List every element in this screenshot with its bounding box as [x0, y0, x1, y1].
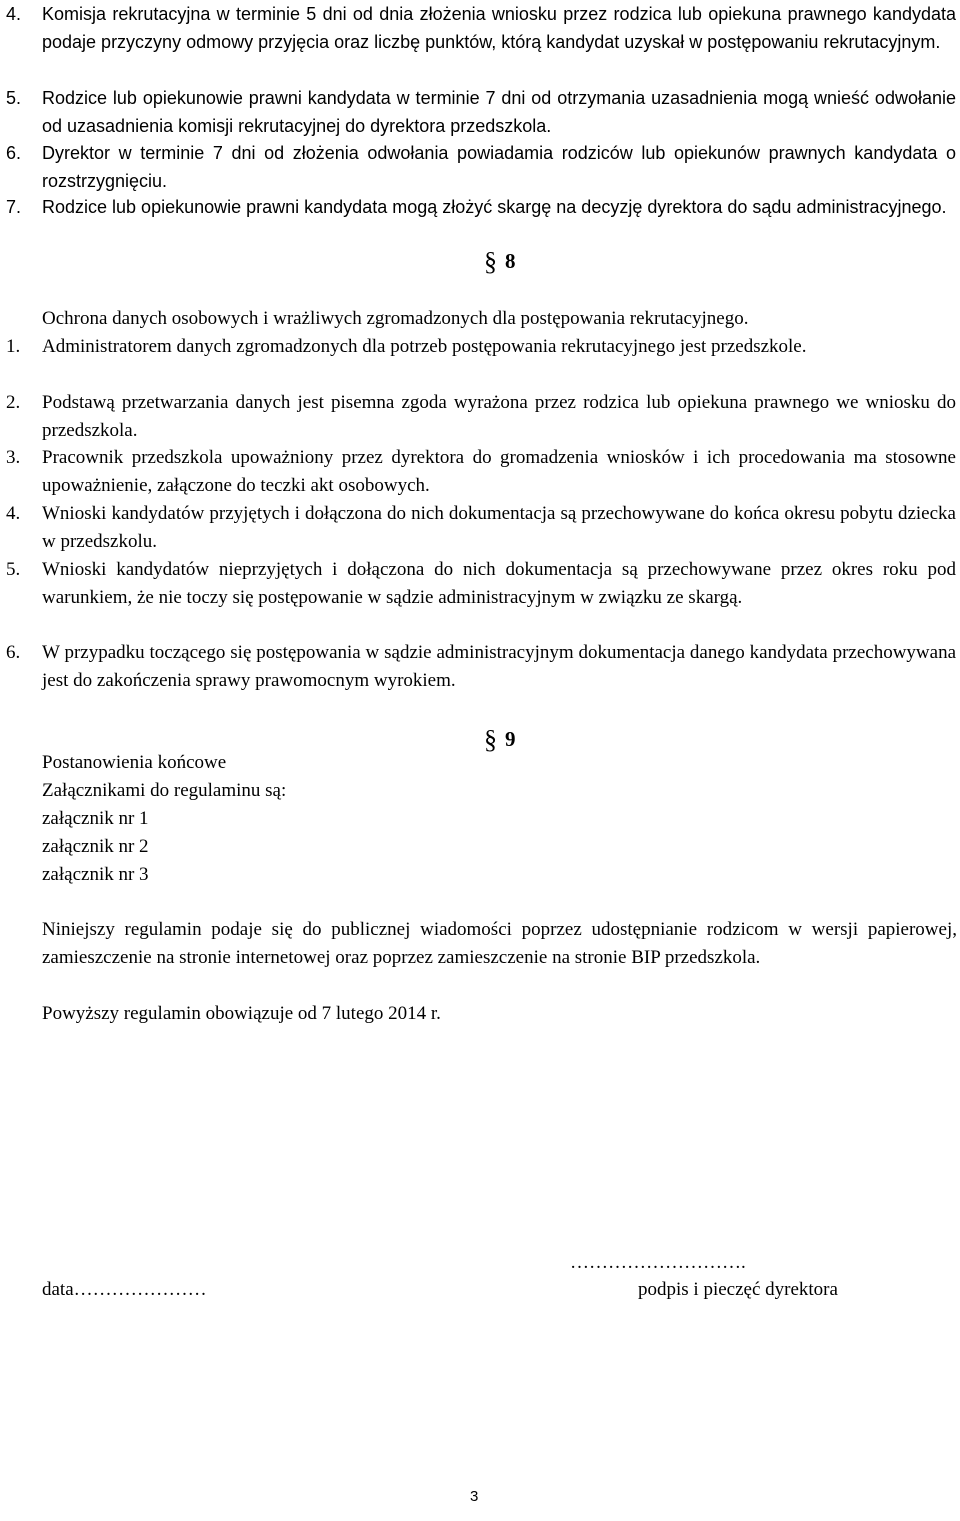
attachment-item: załącznik nr 1 — [42, 808, 149, 829]
item-text: Komisja rekrutacyjna w terminie 5 dni od dnia złożenia wniosku przez rodzica lub opiekuna prawnego kandydata podaje przyczyny odmowy przyjęcia oraz liczbę punktów, którą kandydat uzyskał w postępowaniu rekrutacyjnym. — [42, 4, 956, 52]
section-number: 8 — [505, 249, 516, 273]
item-number: 6. — [6, 143, 22, 163]
attachments-intro: Załącznikami do regulaminu są: — [42, 780, 287, 801]
section-9-title: Postanowienia końcowe — [42, 752, 227, 773]
item-text: Pracownik przedszkola upoważniony przez dyrektora do gromadzenia wniosków i ich procedowania ma stosowne upoważnienie, załączone do teczki akt osobowych. — [42, 447, 956, 496]
item-number: 1. — [6, 336, 21, 357]
effective-date: Powyższy regulamin obowiązuje od 7 lutego 2014 r. — [42, 1003, 441, 1024]
item-number: 4. — [6, 503, 21, 524]
attachment-item: załącznik nr 2 — [42, 836, 149, 857]
section-8-heading — [484, 247, 516, 277]
item-number: 3. — [6, 447, 21, 468]
section-number: 9 — [505, 727, 516, 751]
section-8-title: Ochrona danych osobowych i wrażliwych zgromadzonych dla postępowania rekrutacyjnego. — [42, 308, 749, 329]
item-number: 7. — [6, 197, 22, 217]
item-number: 4. — [6, 4, 22, 24]
item-text: Dyrektor w terminie 7 dni od złożenia odwołania powiadamia rodziców lub opiekunów prawnych kandydata o rozstrzygnięciu. — [42, 143, 956, 191]
item-number: 5. — [6, 88, 22, 108]
item-number: 6. — [6, 642, 21, 663]
item-text: Rodzice lub opiekunowie prawni kandydata mogą złożyć skargę na decyzję dyrektora do sądu administracyjnego. — [42, 197, 947, 217]
list-item — [6, 139, 956, 195]
list-item — [6, 193, 956, 221]
item-text: Rodzice lub opiekunowie prawni kandydata w terminie 7 dni od otrzymania uzasadnienia mogą wnieść odwołanie od uzasadnienia komisji rekrutacyjnej do dyrektora przedszkola. — [42, 88, 956, 136]
paragraph-symbol: § — [484, 725, 497, 754]
list-item — [6, 556, 956, 612]
list-item — [6, 389, 956, 445]
signature-dots: ………………………. — [570, 1252, 746, 1273]
date-field: data………………… — [42, 1279, 207, 1300]
page-number: 3 — [470, 1488, 479, 1505]
item-text: W przypadku toczącego się postępowania w sądzie administracyjnym dokumentacja danego kandydata przechowywana jest do zakończenia sprawy prawomocnym wyrokiem. — [42, 642, 956, 691]
paragraph-symbol: § — [484, 247, 497, 276]
item-number: 2. — [6, 392, 21, 413]
item-number: 5. — [6, 559, 21, 580]
list-item — [6, 639, 956, 695]
item-text: Wnioski kandydatów nieprzyjętych i dołączona do nich dokumentacja są przechowywane przez okres roku pod warunkiem, że nie toczy się postępowanie w sądzie administracyjnym w związku ze skargą. — [42, 559, 956, 608]
list-item — [6, 500, 956, 556]
item-text: Podstawą przetwarzania danych jest pisemna zgoda wyrażona przez rodzica lub opiekuna prawnego we wniosku do przedszkola. — [42, 392, 956, 441]
item-text: Administratorem danych zgromadzonych dla potrzeb postępowania rekrutacyjnego jest przedszkole. — [42, 336, 807, 357]
list-item — [6, 444, 956, 500]
signature-label: podpis i pieczęć dyrektora — [638, 1279, 838, 1300]
attachment-item: załącznik nr 3 — [42, 864, 149, 885]
list-item — [6, 333, 956, 361]
list-item — [6, 84, 956, 140]
publication-notice: Niniejszy regulamin podaje się do publicznej wiadomości poprzez udostępnianie rodzicom w wersji papierowej, zamieszczenie na stronie internetowej oraz poprzez zamieszczenie na stronie BIP przedszkola. — [42, 919, 957, 968]
list-item — [6, 0, 956, 56]
item-text: Wnioski kandydatów przyjętych i dołączona do nich dokumentacja są przechowywane do końca okresu pobytu dziecka w przedszkolu. — [42, 503, 956, 552]
